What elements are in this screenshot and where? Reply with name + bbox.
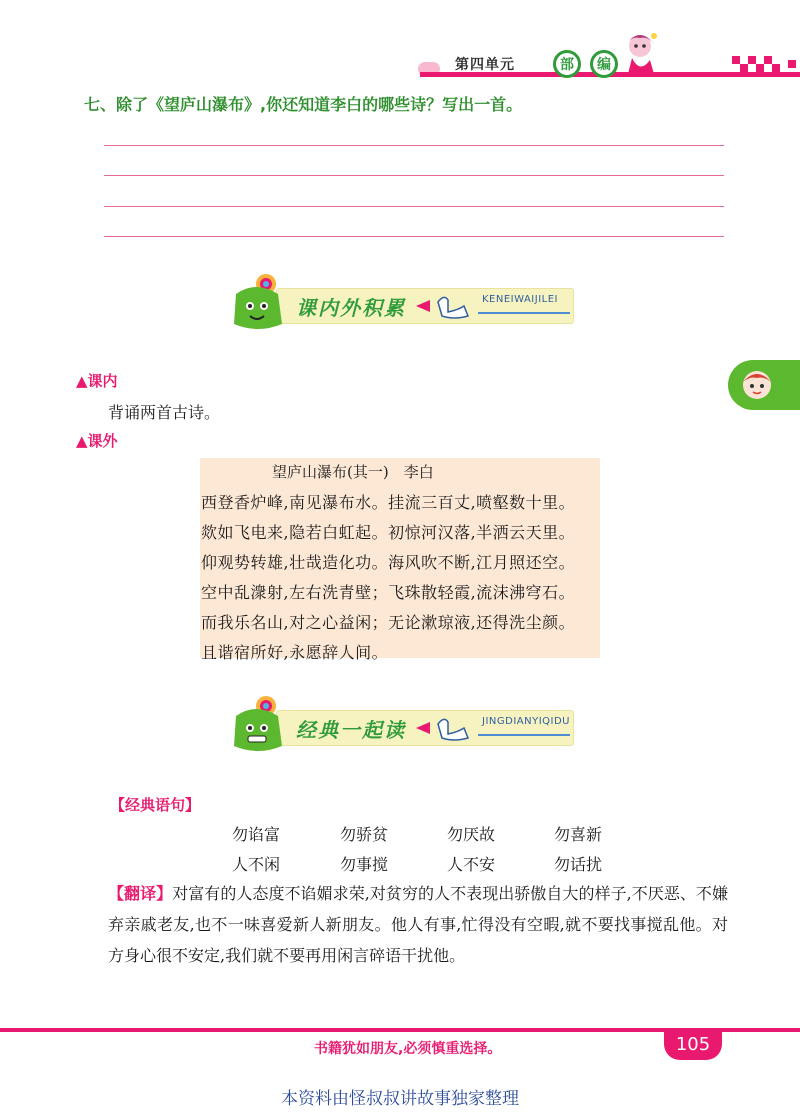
badge-bian: 编 <box>590 50 618 78</box>
section-banner-jingdian <box>228 692 574 758</box>
maxim: 人不闲 <box>232 855 281 874</box>
answer-line[interactable] <box>104 236 724 237</box>
poem-line: 欻如飞电来,隐若白虹起。初惊河汉落,半洒云天里。 <box>201 523 576 542</box>
pointing-hand-icon <box>414 292 474 320</box>
poem-line: 空中乱潨射,左右洗青壁；飞珠散轻霞,流沫沸穹石。 <box>201 583 576 602</box>
pointing-hand-icon <box>414 714 474 742</box>
checker-square <box>772 64 780 72</box>
poem-line: 西登香炉峰,南见瀑布水。挂流三百丈,喷壑数十里。 <box>201 493 576 512</box>
checker-square <box>788 60 796 68</box>
answer-line[interactable] <box>104 206 724 207</box>
page-header <box>0 40 800 76</box>
poem-title: 望庐山瀑布(其一) 李白 <box>272 463 434 481</box>
banner-pinyin: JINGDIANYIQIDU <box>482 716 570 727</box>
green-mascot-icon <box>228 694 288 756</box>
label-kewai: ▲课外 <box>76 432 118 450</box>
classics-title: 【经典语句】 <box>110 796 201 814</box>
maxim: 勿喜新 <box>554 825 603 844</box>
kenei-text: 背诵两首古诗。 <box>108 403 221 422</box>
maxim: 人不安 <box>447 855 496 874</box>
banner-pinyin: KENEIWAIJILEI <box>482 294 558 305</box>
side-tab <box>728 360 800 410</box>
checker-square <box>748 56 756 64</box>
translation-text: 对富有的人态度不谄媚求荣,对贫穷的人不表现出骄傲自大的样子,不厌恶、不嫌弃亲戚老友,也不一味喜爱新人新朋友。他人有事,忙得没有空暇,就不要找事搅乱他。对方身心很不安定,我们就不要再用闲言碎语干扰他。 <box>108 884 728 965</box>
label-kenei: ▲课内 <box>76 372 118 390</box>
maxim: 勿话扰 <box>554 855 603 874</box>
section-banner-kenei <box>228 270 574 336</box>
maxim: 勿谄富 <box>232 825 281 844</box>
maxim: 勿骄贫 <box>340 825 389 844</box>
checker-square <box>740 64 748 72</box>
banner-title: 课内外积累 <box>296 296 406 320</box>
maxim: 勿事搅 <box>340 855 389 874</box>
cartoon-girl-icon <box>740 368 774 402</box>
poem-line: 且谐宿所好,永愿辞人间。 <box>201 643 389 662</box>
translation <box>108 878 728 971</box>
poem-line: 而我乐名山,对之心益闲；无论漱琼液,还得洗尘颜。 <box>201 613 576 632</box>
answer-line[interactable] <box>104 175 724 176</box>
banner-title: 经典一起读 <box>296 718 406 742</box>
maxim: 勿厌故 <box>447 825 496 844</box>
checker-square <box>732 56 740 64</box>
translation-label: 【翻译】 <box>108 884 173 903</box>
page-number: 105 <box>675 1034 711 1055</box>
checker-square <box>764 56 772 64</box>
fairy-mascot-icon <box>618 30 662 76</box>
checker-square <box>756 64 764 72</box>
poem-line: 仰观势转雄,壮哉造化功。海风吹不断,江月照还空。 <box>201 553 576 572</box>
badge-bu: 部 <box>553 50 581 78</box>
green-mascot-icon <box>228 272 288 334</box>
unit-title: 第四单元 <box>455 57 515 73</box>
question-7: 七、除了《望庐山瀑布》,你还知道李白的哪些诗？写出一首。 <box>84 95 523 114</box>
answer-line[interactable] <box>104 145 724 146</box>
footer-quote: 书籍犹如朋友,必须慎重选择。 <box>314 1041 502 1057</box>
credit-line: 本资料由怪叔叔讲故事独家整理 <box>281 1089 519 1109</box>
